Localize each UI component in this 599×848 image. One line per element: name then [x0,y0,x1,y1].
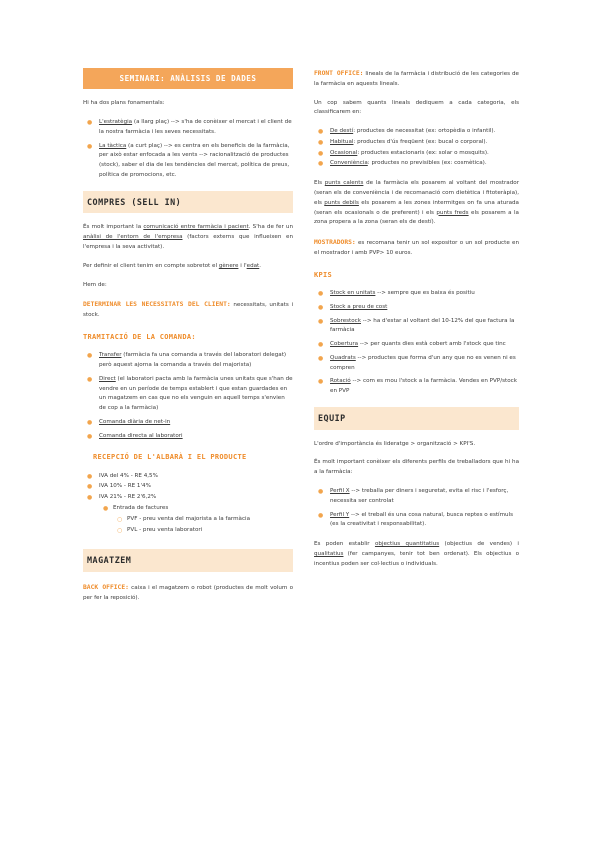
paragraph: Un cop sabem quants lineals dediquem a cada categoria, els classificarem en: [314,99,519,116]
paragraph: Els punts calents de la farmàcia els posarem al voltant del mostrador (seran els de conveniència i de recomanació com dietètica i fitoteràpia), els punts debils els posarem a les zones intermitges on fa una aturada (seran els ocasionals o de preferent) i els punts freds els posarem a la zona propera a la zona (seran els de destí). [314,180,519,226]
list-item: ● L'estratègia (a llarg plaç) --> s'ha de conèixer el mercat i el client de la nostra farmàcia i les seves necessitats. [87,119,292,135]
list-item: ● Transfer (farmàcia fa una comanda a través del laboratori delegat) però aquest ajorna la comanda a través del majorista) [87,352,287,368]
bullet-icon: ● [318,289,324,297]
paragraph: L'ordre d'importància és lideratge > organització > KPI'S. [314,440,476,447]
list-item: ● Perfil Y --> el treball és una cosa natural, busca reptes o estímuls (es la creativitat i responsabilitat). [318,511,514,528]
document-title: SEMINARI: ANÀLISIS DE DADES [83,68,293,89]
section-heading-equip: EQUIP [314,407,519,430]
list-item: ● IVA del 4% - RE 4,5% [83,472,293,482]
subheading-tramitacio: TRAMITACIÓ DE LA COMANDA: [83,332,196,341]
bullet-icon: ● [318,317,324,325]
list-item: ● IVA 21% - RE 2'6,2% ● Entrada de factures ○ PVF - preu venta del majorista a la farmàcia ○ PVL - preu venta laboratori [83,493,293,535]
list-item: ● Habitual: productes d'ús freqüent (ex: bucal o corporal). [314,138,519,148]
bullet-icon: ● [87,375,93,383]
plans-list [83,118,293,181]
bullet-icon: ● [318,160,324,168]
subheading-mostradors: MOSTRADORS: [314,239,356,247]
list-item: ● Rotació --> com es mou l'stock a la farmàcia. Vendes en PVP/stock en PVP [318,378,517,395]
paragraph: Es poden establir objectius quantitatius (objectius de vendes) i qualitatius (fer campanyes, tenir tot ben ordenat). Els objectius o incentius poden ser col·lectius o individuals. [314,541,519,567]
paragraph: MOSTRADORS: es recomana tenir un sol expositor o un sol producte en el mostrador i amb PVP> 10 euros. [314,239,519,256]
bullet-icon: ● [87,352,93,360]
bullet-icon: ● [87,432,93,440]
section-heading-magatzem: MAGATZEM [83,549,293,572]
bullet-icon: ● [87,418,93,426]
list-item: ● Perfil X --> treballa per diners i seguretat, evita el risc i l'esforç, necessita ser controlat [318,488,509,504]
paragraph: FRONT OFFICE: lineals de la farmàcia i distribució de les categories de la farmàcia en aquests lineals. [314,70,519,87]
bullet-icon: ● [318,138,324,146]
list-item: ● La tàctica (a curt plaç) --> es centra en els beneficis de la farmàcia, per això estar enfocada a les vents --> racionalització de productes (stock), saber el dia de les tendències del mercat, política de preus, política de promocions, etc. [87,142,290,178]
paragraph: És molt important conèixer els diferents perfils de treballadors que hi ha a la farmàcia: [314,459,519,476]
list-item: ● Quadrats --> productes que forma d'un any que no es venen ni es compren [318,354,516,371]
tramitacio-list [83,351,293,441]
nested-list [99,504,293,535]
bullet-icon: ● [318,128,324,136]
perfils-list [314,487,519,530]
subheading-kpis: KPIS [314,270,333,279]
paragraph: DETERMINAR LES NECESSITATS DEL CLIENT: necessitats, unitats i stock. [83,301,294,319]
bullet-icon: ● [318,378,324,386]
list-item: ● De destí: productes de necessitat (ex: ortopèdia o infantil). [314,127,519,137]
left-column [83,68,293,613]
paragraph: BACK OFFICE: caixa i el magatzem o robot (productes de molt volum o per fer la reposició). [83,584,293,601]
right-column [314,68,519,579]
list-item: ● Direct (el laboratori pacta amb la farmàcia unes unitats que s'han de vendre en un període de temps establert i que estan guardades en un magatzem en cas que no els venguin en aquell temps s'envien de cop a la farmàcia) [87,375,293,412]
nested-list [113,515,293,536]
paragraph: Per definir el client tenim en compte sobretot el gènere i l'edat. [83,262,262,269]
list-item: ● Comanda directa al laboratori [83,432,293,442]
bullet-icon: ● [318,354,324,362]
paragraph: Hem de: [83,281,107,288]
circle-bullet-icon: ○ [117,526,123,534]
bullet-icon: ● [318,149,324,157]
intro-text: Hi ha dos plans fonamentals: [83,100,165,107]
bullet-icon: ● [87,142,93,150]
list-item: ● Cobertura --> per quants dies està cobert amb l'stock que tinc [314,340,519,350]
bullet-icon: ● [87,483,93,491]
list-item: ● Entrada de factures ○ PVF - preu venta del majorista a la farmàcia ○ PVL - preu venta laboratori [99,504,293,535]
subheading-determinar: DETERMINAR LES NECESSITATS DEL CLIENT: [83,301,231,309]
subheading-front-office: FRONT OFFICE: [314,70,364,77]
bullet-icon: ● [318,303,324,311]
circle-bullet-icon: ○ [117,515,123,523]
categories-list [314,127,519,169]
bullet-icon: ● [87,472,93,480]
list-item: ○ PVF - preu venta del majorista a la farmàcia [113,515,293,525]
bullet-icon: ● [87,119,93,127]
list-item: ● Conveniència: productes no previsibles (ex: cosmètica). [314,159,519,169]
list-item: ● Ocasional: productes estacionaris (ex: solar o mosquits). [314,149,519,159]
bullet-icon: ● [103,505,109,513]
list-item: ● Sobrestock --> ha d'estar al voltant del 10-12% del que factura la farmàcia [318,317,515,334]
paragraph: És molt important la comunicació entre farmàcia i pacient. S'ha de fer un anàlisi de l'entorn de l'empresa (factors externs que influeixen en l'empresa i la seva activitat). [83,224,293,251]
list-item: ● Comanda diària de net-in [83,418,293,428]
list-item: ● Stock en unitats --> sempre que es baixa és positiu [314,289,519,299]
section-heading-compres: COMPRES (SELL IN) [83,191,293,214]
subheading-recepcio: RECEPCIÓ DE L'ALBARÀ I EL PRODUCTE [93,453,247,462]
bullet-icon: ● [318,341,324,349]
list-item: ● IVA 10% - RE 1'4% [83,482,293,492]
iva-list [83,472,293,536]
list-item: ● Stock a preu de cost [314,303,519,313]
list-item: ○ PVL - preu venta laboratori [113,526,293,536]
bullet-icon: ● [318,488,324,496]
bullet-icon: ● [87,494,93,502]
bullet-icon: ● [318,511,324,519]
kpis-list [314,289,519,397]
